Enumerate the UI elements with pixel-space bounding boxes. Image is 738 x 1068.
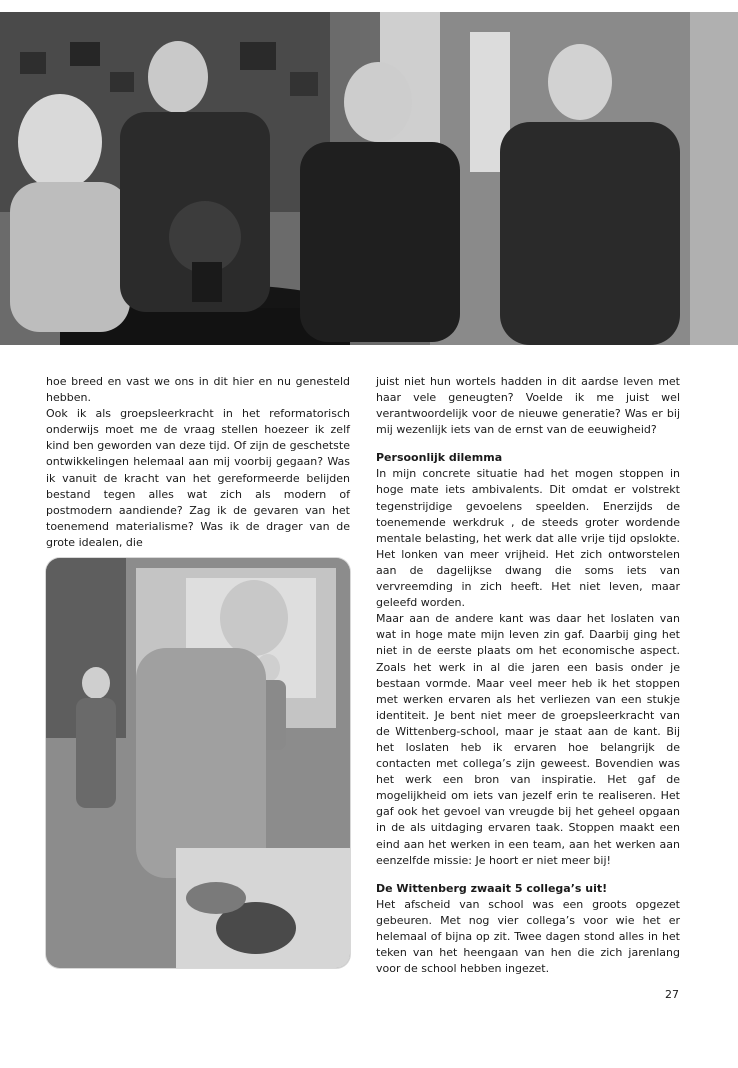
section2-paragraph-1: Het afscheid van school was een groots opgezet gebeuren. Met nog vier collega’s voor wie het er helemaal of bijna op zit. Twee dagen stond alles in het teken van het heengaan van hen die zich jarenlang voor de school hebben ingezet. bbox=[376, 897, 680, 976]
left-paragraph-1: hoe breed en vast we ons in dit hier en nu genesteld hebben. bbox=[46, 375, 350, 405]
heading-persoonlijk-dilemma: Persoonlijk dilemma bbox=[376, 451, 503, 465]
right-intro-paragraph: juist niet hun wortels hadden in dit aardse leven met haar vele geneugten? Voelde ik me juist wel verantwoordelijk voor de nieuwe generatie? Was er bij mij wezenlijk iets van de ernst van de eeuwigheid? bbox=[376, 375, 680, 437]
right-column bbox=[376, 374, 680, 977]
classroom-photo-illustration bbox=[46, 558, 350, 968]
page-number: 27 bbox=[665, 988, 679, 1001]
left-paragraph-2: Ook ik als groepsleerkracht in het reformatorisch onderwijs moet me de vraag stellen hoezeer ik zelf kind ben geworden van deze tijd. Of zijn de geschetste ontwikkelingen helemaal aan mij voorbij gegaan? Was ik vanuit de kracht van het gereformeerde belijden bestand tegen alles wat zich als modern of postmodern aandiende? Zag ik de gevaren van het toenemend materialisme? Was ik de drager van de grote idealen, die bbox=[46, 407, 350, 549]
section1-paragraph-1: In mijn concrete situatie had het mogen stoppen in hoge mate iets ambivalents. Dit omdat er volstrekt tegenstrijdige gevoelens speelden. Enerzijds de toenemende werkdruk , de steeds groter wordende mentale belasting, het werk dat alle vrije tijd opslokte. Het lonken van meer vrijheid. Het zich ontworstelen aan de dagelijkse dwang die soms iets van vervreemding in zich heeft. Het niet leven, maar geleefd worden. bbox=[376, 467, 680, 610]
section1-paragraph-2: Maar aan de andere kant was daar het loslaten van wat in hoge mate mijn leven zin gaf. Daarbij ging het niet in de eerste plaats om het economische aspect. Zoals het werk in al die jaren een basis onder je bestaan vormde. Maar veel meer heb ik het stoppen met werken ervaren als het verliezen van een stukje identiteit. Je bent niet meer de groepsleerkracht van de Wittenberg-school, maar je staat aan de kant. Bij het loslaten heb ik ervaren hoe belangrijk de contacten met collega’s zijn geweest. Bovendien was het werk een bron van inspiratie. Het gaf de mogelijkheid om iets van jezelf erin te realiseren. Het gaf ook het gevoel van vreugde bij het geheel opgaan in de als uitdaging ervaren taak. Stoppen maakt een eind aan het werken in een team, aan het werken aan eenzelfde missie: Je hoort er niet meer bij! bbox=[376, 612, 680, 867]
heading-wittenberg: De Wittenberg zwaait 5 collega’s uit! bbox=[376, 881, 608, 895]
classroom-photo bbox=[46, 558, 350, 968]
top-photo bbox=[0, 12, 738, 345]
left-column bbox=[46, 374, 350, 551]
top-photo-illustration bbox=[0, 12, 738, 345]
